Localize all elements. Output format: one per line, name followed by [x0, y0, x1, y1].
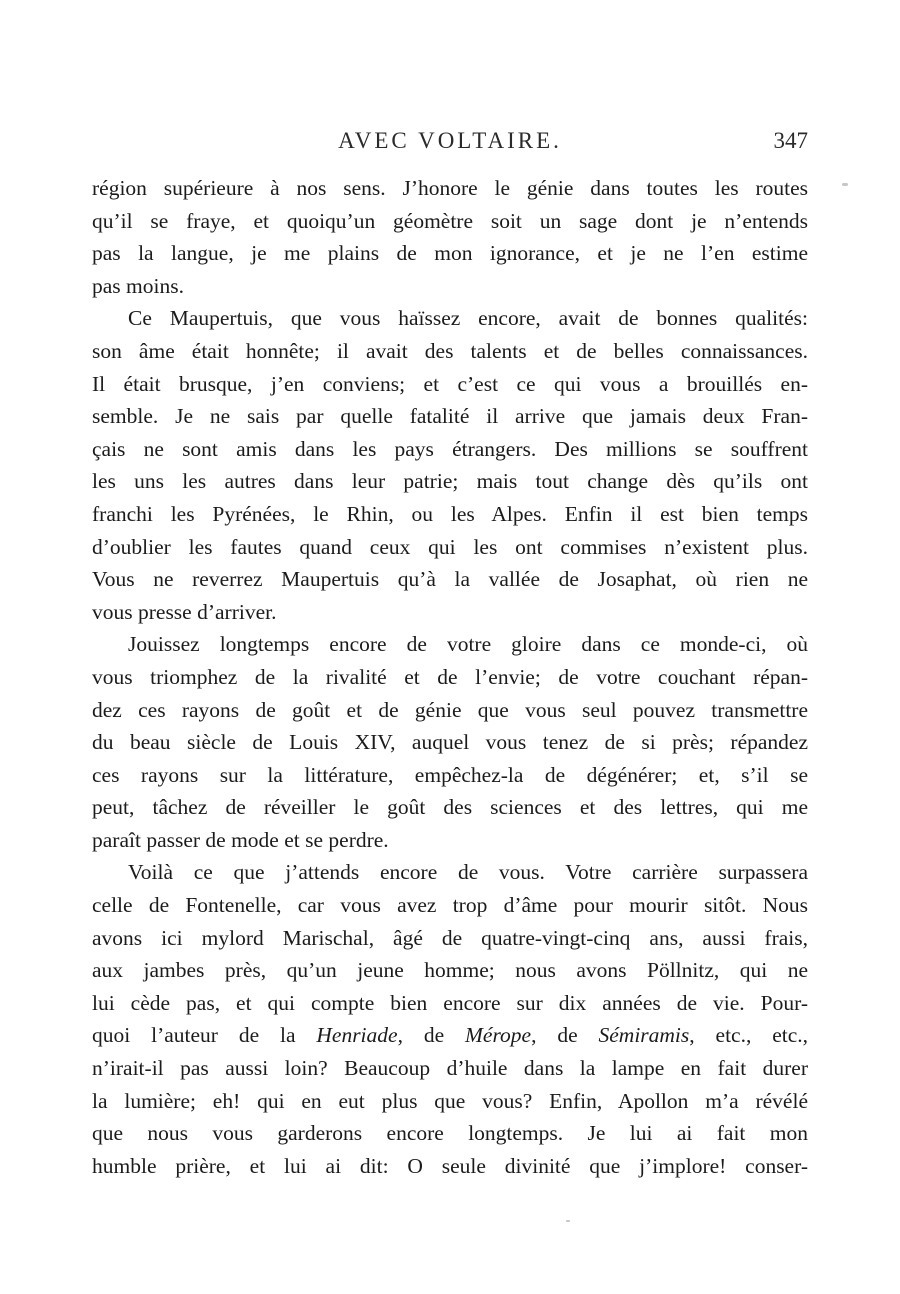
- italic-title: Henriade: [316, 1023, 398, 1048]
- text-segment: çais ne sont amis dans les pays étrangers. Des millions se souffrent: [92, 436, 808, 461]
- text-line: [92, 368, 808, 401]
- text-segment: Vous ne reverrez Maupertuis qu’à la vallée de Josaphat, où rien ne: [92, 567, 808, 592]
- text-line: [92, 628, 808, 661]
- text-line: [92, 302, 808, 335]
- text-segment: vous triomphez de la rivalité et de l’envie; de votre couchant répan-: [92, 664, 808, 689]
- page-number: 347: [773, 128, 808, 153]
- text-line: [92, 596, 808, 629]
- text-segment: celle de Fontenelle, car vous avez trop d’âme pour mourir sitôt. Nous: [92, 893, 808, 918]
- text-segment: vous presse d’arriver.: [92, 599, 277, 624]
- text-segment: humble prière, et lui ai dit: O seule divinité que j’implore! conser-: [92, 1153, 808, 1178]
- text-line: [92, 694, 808, 727]
- text-segment: lui cède pas, et qui compte bien encore sur dix années de vie. Pour-: [92, 990, 808, 1015]
- text-segment: Ce Maupertuis, que vous haïssez encore, avait de bonnes qualités:: [128, 306, 808, 331]
- text-line: [92, 1085, 808, 1118]
- text-line: [92, 433, 808, 466]
- text-line: [92, 563, 808, 596]
- text-line: [92, 205, 808, 238]
- italic-title: Sémiramis: [598, 1023, 690, 1048]
- text-segment: n’irait-il pas aussi loin? Beaucoup d’huile dans la lampe en fait durer: [92, 1056, 808, 1081]
- text-line: [92, 1052, 808, 1085]
- text-line: [92, 400, 808, 433]
- text-segment: pas moins.: [92, 273, 184, 298]
- italic-title: Mérope: [465, 1023, 532, 1048]
- text-line: [92, 791, 808, 824]
- text-line: [92, 922, 808, 955]
- text-line: [92, 759, 808, 792]
- running-title: AVEC VOLTAIRE.: [338, 128, 562, 153]
- text-segment: la lumière; eh! qui en eut plus que vous? Enfin, Apollon m’a révélé: [92, 1088, 808, 1113]
- text-segment: peut, tâchez de réveiller le goût des sciences et des lettres, qui me: [92, 795, 808, 820]
- text-line: [92, 465, 808, 498]
- text-line: [92, 498, 808, 531]
- text-segment: avons ici mylord Marischal, âgé de quatre-vingt-cinq ans, aussi frais,: [92, 925, 808, 950]
- text-segment: les uns les autres dans leur patrie; mais tout change dès qu’ils ont: [92, 469, 808, 494]
- text-segment: que nous vous garderons encore longtemps. Je lui ai fait mon: [92, 1121, 808, 1146]
- text-segment: Il était brusque, j’en conviens; et c’est ce qui vous a brouillés en-: [92, 371, 808, 396]
- paper-speck: [566, 1220, 570, 1222]
- text-line: [92, 856, 808, 889]
- text-segment: quoi l’auteur de la: [92, 1023, 317, 1048]
- text-segment: du beau siècle de Louis XIV, auquel vous tenez de si près; répandez: [92, 730, 808, 755]
- paper-speck: [842, 183, 848, 186]
- text-line: [92, 531, 808, 564]
- text-segment: , de: [531, 1023, 599, 1048]
- text-segment: dez ces rayons de goût et de génie que vous seul pouvez transmettre: [92, 697, 808, 722]
- text-segment: son âme était honnête; il avait des talents et de belles connaissances.: [92, 338, 808, 363]
- text-line: [92, 661, 808, 694]
- text-segment: qu’il se fraye, et quoiqu’un géomètre soit un sage dont je n’entends: [92, 208, 808, 233]
- text-line: [92, 1150, 808, 1183]
- text-segment: région supérieure à nos sens. J’honore le génie dans toutes les routes: [92, 176, 808, 200]
- text-line: [92, 954, 808, 987]
- text-segment: paraît passer de mode et se perdre.: [92, 827, 389, 852]
- text-line: [92, 987, 808, 1020]
- text-segment: Voilà ce que j’attends encore de vous. Votre carrière surpassera: [128, 860, 808, 885]
- text-segment: Jouissez longtemps encore de votre gloire dans ce monde-ci, où: [128, 632, 808, 657]
- text-line: [92, 1117, 808, 1150]
- text-segment: , etc., etc.,: [689, 1023, 809, 1048]
- text-line: [92, 726, 808, 759]
- text-segment: pas la langue, je me plains de mon ignorance, et je ne l’en estime: [92, 241, 808, 266]
- text-segment: d’oublier les fautes quand ceux qui les ont commises n’existent plus.: [92, 534, 808, 559]
- text-line: [92, 172, 808, 205]
- text-line: [92, 237, 808, 270]
- text-segment: franchi les Pyrénées, le Rhin, ou les Alpes. Enfin il est bien temps: [92, 501, 808, 526]
- text-segment: semble. Je ne sais par quelle fatalité il arrive que jamais deux Fran-: [92, 404, 808, 429]
- text-line: [92, 335, 808, 368]
- text-line: [92, 889, 808, 922]
- text-line: [92, 1019, 808, 1052]
- running-head: [92, 128, 808, 164]
- body-text: [92, 172, 808, 1182]
- text-segment: aux jambes près, qu’un jeune homme; nous avons Pöllnitz, qui ne: [92, 958, 808, 983]
- text-line: [92, 270, 808, 303]
- text-line: [92, 824, 808, 857]
- text-segment: ces rayons sur la littérature, empêchez-la de dégénérer; et, s’il se: [92, 762, 808, 787]
- text-segment: , de: [397, 1023, 465, 1048]
